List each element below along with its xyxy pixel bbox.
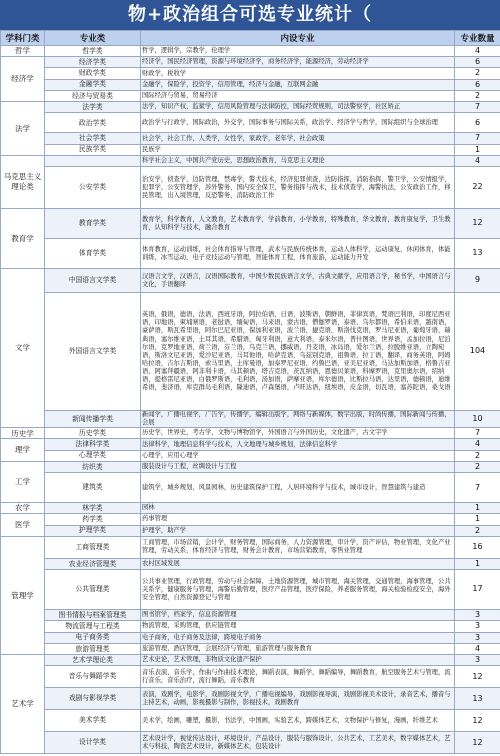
- table-row: [1, 450, 500, 461]
- category-cell: 哲学: [1, 46, 45, 57]
- count-cell: 3: [455, 632, 500, 643]
- major-cell: 政治学类: [45, 113, 141, 133]
- subjects-cell: 国际经济与贸易，贸易经济: [141, 90, 455, 101]
- category-cell: 马克思主义理论类: [1, 155, 45, 208]
- count-cell: 16: [455, 536, 500, 558]
- count-cell: 9: [455, 269, 500, 293]
- subjects-cell: 音乐表演，音乐学，作曲与作曲技术理论，舞蹈表演，舞蹈学，舞蹈编导，舞蹈教育，航空服务艺术与管理，流行音乐，音乐治疗，流行舞蹈，音乐教育: [141, 666, 455, 688]
- major-cell: 教育学类: [45, 209, 141, 239]
- count-cell: 1: [455, 144, 500, 155]
- table-row: [1, 144, 500, 155]
- page-title: 物+政治组合可选专业统计（: [0, 0, 500, 30]
- count-cell: 2: [455, 90, 500, 101]
- major-cell: 公共管理类: [45, 570, 141, 610]
- table-row: [1, 239, 500, 269]
- major-cell: 美术学类: [45, 710, 141, 732]
- subjects-cell: 旅游管理，酒店管理，会展经济与管理，旅游管理与服务教育: [141, 643, 455, 654]
- major-cell: 艺术学理论类: [45, 655, 141, 666]
- major-cell: 体育学类: [45, 239, 141, 269]
- table-row: [1, 643, 500, 654]
- majors-table: [0, 30, 500, 754]
- major-cell: 公安学类: [45, 167, 141, 209]
- major-cell: 财政学类: [45, 68, 141, 79]
- major-cell: 工商管理类: [45, 536, 141, 558]
- count-cell: 7: [455, 102, 500, 113]
- subjects-cell: 护理学，助产学: [141, 525, 455, 536]
- table-row: [1, 269, 500, 293]
- subjects-cell: 艺术设计学，视觉传达设计，环境设计，产品设计，服装与服饰设计，公共艺术，工艺美术，数字媒体艺术，艺术与科技，陶瓷艺术设计，新媒体艺术，包装设计: [141, 732, 455, 754]
- category-cell: 管理学: [1, 536, 45, 654]
- major-cell: 新闻传播学类: [45, 411, 141, 428]
- major-cell: 护理学类: [45, 525, 141, 536]
- count-cell: 12: [455, 710, 500, 732]
- table-row: [1, 113, 500, 133]
- table-row: [1, 536, 500, 558]
- table-row: [1, 46, 500, 57]
- major-cell: 民族学类: [45, 144, 141, 155]
- count-cell: 1: [455, 514, 500, 525]
- count-cell: 104: [455, 293, 500, 411]
- category-cell: 经济学: [1, 57, 45, 102]
- subjects-cell: 法律科学，地理信息科学与技术，人文地理与城乡规划，法律信息科学: [141, 439, 455, 450]
- table-row: [1, 167, 500, 209]
- table-row: [1, 411, 500, 428]
- major-cell: 社会学类: [45, 133, 141, 144]
- header-category: 学科门类: [1, 31, 45, 46]
- major-cell: 音乐与舞蹈学类: [45, 666, 141, 688]
- table-row: [1, 621, 500, 632]
- table-row: [1, 632, 500, 643]
- subjects-cell: 服装设计与工程，丝绸设计与工程: [141, 461, 455, 472]
- count-cell: 2: [455, 450, 500, 461]
- table-row: [1, 57, 500, 68]
- subjects-cell: 财政学，税收学: [141, 68, 455, 79]
- table-row: [1, 688, 500, 710]
- count-cell: 2: [455, 68, 500, 79]
- major-cell: 纺织类: [45, 461, 141, 472]
- subjects-cell: 法学，知识产权，监狱学，信用风险管理与法律防控，国际经贸规则，司法警察学，社区矫正: [141, 102, 455, 113]
- count-cell: 4: [455, 439, 500, 450]
- major-cell: 外国语言文学类: [45, 293, 141, 411]
- count-cell: 12: [455, 732, 500, 754]
- table-row: [1, 79, 500, 90]
- subjects-cell: 工商管理，市场营销，会计学，财务管理，国际商务，人力资源管理，审计学，资产评估，物业管理，文化产业管理，劳动关系，体育经济与管理，财务会计教育，市场营销教育，零售业管理: [141, 536, 455, 558]
- category-cell: 理学: [1, 439, 45, 461]
- subjects-cell: 建筑学，城乡规划，风景园林，历史建筑保护工程，人居环境科学与技术，城市设计，智慧建筑与建造: [141, 473, 455, 503]
- major-cell: 电子商务类: [45, 632, 141, 643]
- count-cell: 6: [455, 113, 500, 133]
- major-cell: 经济与贸易类: [45, 90, 141, 101]
- subjects-cell: 科学社会主义，中国共产党历史，思想政治教育，马克思主义理论: [141, 155, 455, 166]
- subjects-cell: 新闻学，广播电视学，广告学，传播学，编辑出版学，网络与新媒体，数字出版，时尚传播，国际新闻与传播，会展: [141, 411, 455, 428]
- subjects-cell: 农村区域发展: [141, 558, 455, 569]
- table-row: [1, 102, 500, 113]
- major-cell: 图书情报与档案管理类: [45, 610, 141, 621]
- count-cell: 17: [455, 570, 500, 610]
- table-row: [1, 155, 500, 166]
- count-cell: 6: [455, 57, 500, 68]
- subjects-cell: 艺术史论，艺术管理，非物质文化遗产保护: [141, 655, 455, 666]
- count-cell: 13: [455, 239, 500, 269]
- count-cell: 6: [455, 79, 500, 90]
- category-cell: 文学: [1, 269, 45, 428]
- count-cell: 13: [455, 688, 500, 710]
- subjects-cell: 物流管理，采购管理，供应链管理: [141, 621, 455, 632]
- major-cell: 历史学类: [45, 428, 141, 439]
- category-cell: 医学: [1, 514, 45, 536]
- table-row: [1, 525, 500, 536]
- count-cell: 4: [455, 643, 500, 654]
- subjects-cell: 心理学，应用心理学: [141, 450, 455, 461]
- count-cell: 12: [455, 666, 500, 688]
- category-cell: 艺术学: [1, 655, 45, 754]
- major-cell: 法律科学类: [45, 439, 141, 450]
- table-row: [1, 473, 500, 503]
- count-cell: 1: [455, 503, 500, 514]
- table-row: [1, 428, 500, 439]
- header-major: 专业类: [45, 31, 141, 46]
- major-cell: 旅游管理类: [45, 643, 141, 654]
- table-row: [1, 558, 500, 569]
- table-row: [1, 514, 500, 525]
- subjects-cell: 园林: [141, 503, 455, 514]
- table-row: [1, 655, 500, 666]
- count-cell: 7: [455, 133, 500, 144]
- count-cell: 3: [455, 621, 500, 632]
- count-cell: 4: [455, 46, 500, 57]
- subjects-cell: 汉语言文学，汉语言，汉语国际教育，中国少数民族语言文学，古典文献学，应用语言学，秘书学，中国语言与文化，手语翻译: [141, 269, 455, 293]
- count-cell: 10: [455, 411, 500, 428]
- subjects-cell: 哲学，逻辑学，宗教学，伦理学: [141, 46, 455, 57]
- count-cell: 3: [455, 610, 500, 621]
- subjects-cell: 历史学，世界史，考古学，文物与博物馆学，外国语言与外国历史，文化遗产，古文字学: [141, 428, 455, 439]
- major-cell: 农业经济管理类: [45, 558, 141, 569]
- subjects-cell: 经济学，国民经济管理，资源与环境经济学，商务经济学，能源经济，劳动经济学: [141, 57, 455, 68]
- subjects-cell: 电子商务，电子商务及法律，跨境电子商务: [141, 632, 455, 643]
- major-cell: [45, 155, 141, 166]
- table-row: [1, 293, 500, 411]
- subjects-cell: 英语，俄语，德语，法语，西班牙语，阿拉伯语，日语，波斯语，朝鲜语，菲律宾语，梵语巴利语，印度尼西亚语，印地语，柬埔寨语，老挝语，缅甸语，马来语，蒙古语，僧伽罗语，泰语，乌尔都语，希伯来语，越南语，豪萨语，斯瓦希里语，阿尔巴尼亚语，保加利亚语，波兰语，捷克语，斯洛伐克语，罗马尼亚语，葡萄牙语，瑞典语，塞尔维亚语，土耳其语，希腊语，匈牙利语，意大利语，泰米尔语，普什图语，世界语，孟加拉语，尼泊尔语，克罗地亚语，荷兰语，芬兰语，乌克兰语，挪威语，丹麦语，冰岛语，爱尔兰语，拉脱维亚语，立陶宛语，斯洛文尼亚语，爱沙尼亚语，马耳他语，哈萨克语，乌兹别克语，祖鲁语，拉丁语，翻译，商务英语，阿姆哈拉语，吉尔吉斯语，索马里语，土库曼语，加泰罗尼亚语，约鲁巴语，亚美尼亚语，马达加斯加语，格鲁吉亚语，阿塞拜疆语，阿非利卡语，马其顿语，塔吉克语，茨瓦纳语，恩德贝莱语，科摩罗语，克里奥尔语，绍纳语，提格雷尼亚语，白俄罗斯语，毛利语，汤加语，萨摩亚语，库尔德语，比斯拉马语，达里语，德顿语，迪维希语，斐济语，库克群岛毛利语，隆迪语，卢森堡语，卢旺达语，纽埃语，皮金语，切瓦语，塞苏陀语，桑戈语: [141, 293, 455, 411]
- table-row: [1, 461, 500, 472]
- major-cell: 物流管理与工程类: [45, 621, 141, 632]
- table-row: [1, 209, 500, 239]
- count-cell: 12: [455, 209, 500, 239]
- category-cell: 农学: [1, 503, 45, 514]
- major-cell: 建筑类: [45, 473, 141, 503]
- table-row: [1, 90, 500, 101]
- count-cell: 7: [455, 473, 500, 503]
- major-cell: 经济学类: [45, 57, 141, 68]
- count-cell: 1: [455, 558, 500, 569]
- subjects-cell: 社会学，社会工作，人类学，女性学，家政学，老年学，社会政策: [141, 133, 455, 144]
- table-row: [1, 133, 500, 144]
- table-row: [1, 68, 500, 79]
- table-header-row: [1, 31, 500, 46]
- count-cell: 3: [455, 655, 500, 666]
- category-cell: 法学: [1, 102, 45, 156]
- subjects-cell: 政治学与行政学，国际政治，外交学，国际事务与国际关系，政治学、经济学与哲学，国际组织与全球治理: [141, 113, 455, 133]
- major-cell: 设计学类: [45, 732, 141, 754]
- table-row: [1, 503, 500, 514]
- table-row: [1, 439, 500, 450]
- category-cell: 工学: [1, 461, 45, 502]
- header-count: 专业数量: [455, 31, 500, 46]
- count-cell: 2: [455, 461, 500, 472]
- major-cell: 林学类: [45, 503, 141, 514]
- major-cell: 心理学类: [45, 450, 141, 461]
- subjects-cell: 教育学，科学教育，人文教育，艺术教育学，学前教育，小学教育，特殊教育，华文教育，教育康复学，卫生教育，认知科学与技术，融合教育: [141, 209, 455, 239]
- count-cell: 7: [455, 428, 500, 439]
- table-row: [1, 732, 500, 754]
- major-cell: 金融学类: [45, 79, 141, 90]
- table-row: [1, 666, 500, 688]
- count-cell: 2: [455, 525, 500, 536]
- major-cell: 药学类: [45, 514, 141, 525]
- major-cell: 中国语言文学类: [45, 269, 141, 293]
- subjects-cell: 治安学，侦查学，边防管理，禁毒学，警犬技术，经济犯罪侦查，边防指挥，消防指挥，警卫学，公安情报学，犯罪学，公安管理学，涉外警务，国内安全保卫，警务指挥与战术，技术侦查学，海警执法，公安政治工作，移民管理，出入境管理，反恐警务，消防政治工作: [141, 167, 455, 209]
- major-cell: 戏剧与影视学类: [45, 688, 141, 710]
- subjects-cell: 图书馆学，档案学，信息资源管理: [141, 610, 455, 621]
- major-cell: 法学类: [45, 102, 141, 113]
- subjects-cell: 金融学，保险学，投资学，信用管理，经济与金融，互联网金融: [141, 79, 455, 90]
- count-cell: 4: [455, 155, 500, 166]
- table-row: [1, 570, 500, 610]
- table-row: [1, 710, 500, 732]
- subjects-cell: 体育教育，运动训练，社会体育指导与管理，武术与民族传统体育，运动人体科学，运动康复，休闲体育，体能训练，冰雪运动，电子竞技运动与管理，智能体育工程，体育旅游，运动能力开发: [141, 239, 455, 269]
- subjects-cell: 公共事业管理，行政管理，劳动与社会保障，土地资源管理，城市管理，海关管理，交通管理，海事管理，公共关系学，健康服务与管理，海警后勤管理，医疗产品管理，医疗保险，养老服务管理，海关检验检疫安全，海外安全管理，自然资源登记与管理: [141, 570, 455, 610]
- subjects-cell: 美术学，绘画，雕塑，摄影，书法学，中国画，实验艺术，跨媒体艺术，文物保护与修复，漫画，纤维艺术: [141, 710, 455, 732]
- category-cell: 教育学: [1, 209, 45, 269]
- subjects-cell: 药事管理: [141, 514, 455, 525]
- table-row: [1, 610, 500, 621]
- category-cell: 历史学: [1, 428, 45, 439]
- count-cell: 22: [455, 167, 500, 209]
- header-subjects: 内设专业: [141, 31, 455, 46]
- major-cell: 哲学类: [45, 46, 141, 57]
- subjects-cell: 民族学: [141, 144, 455, 155]
- subjects-cell: 表演，戏剧学，电影学，戏剧影视文学，广播电视编导，戏剧影视导演，戏剧影视美术设计，录音艺术，播音与主持艺术，动画，影视摄影与制作，影视技术，戏剧教育: [141, 688, 455, 710]
